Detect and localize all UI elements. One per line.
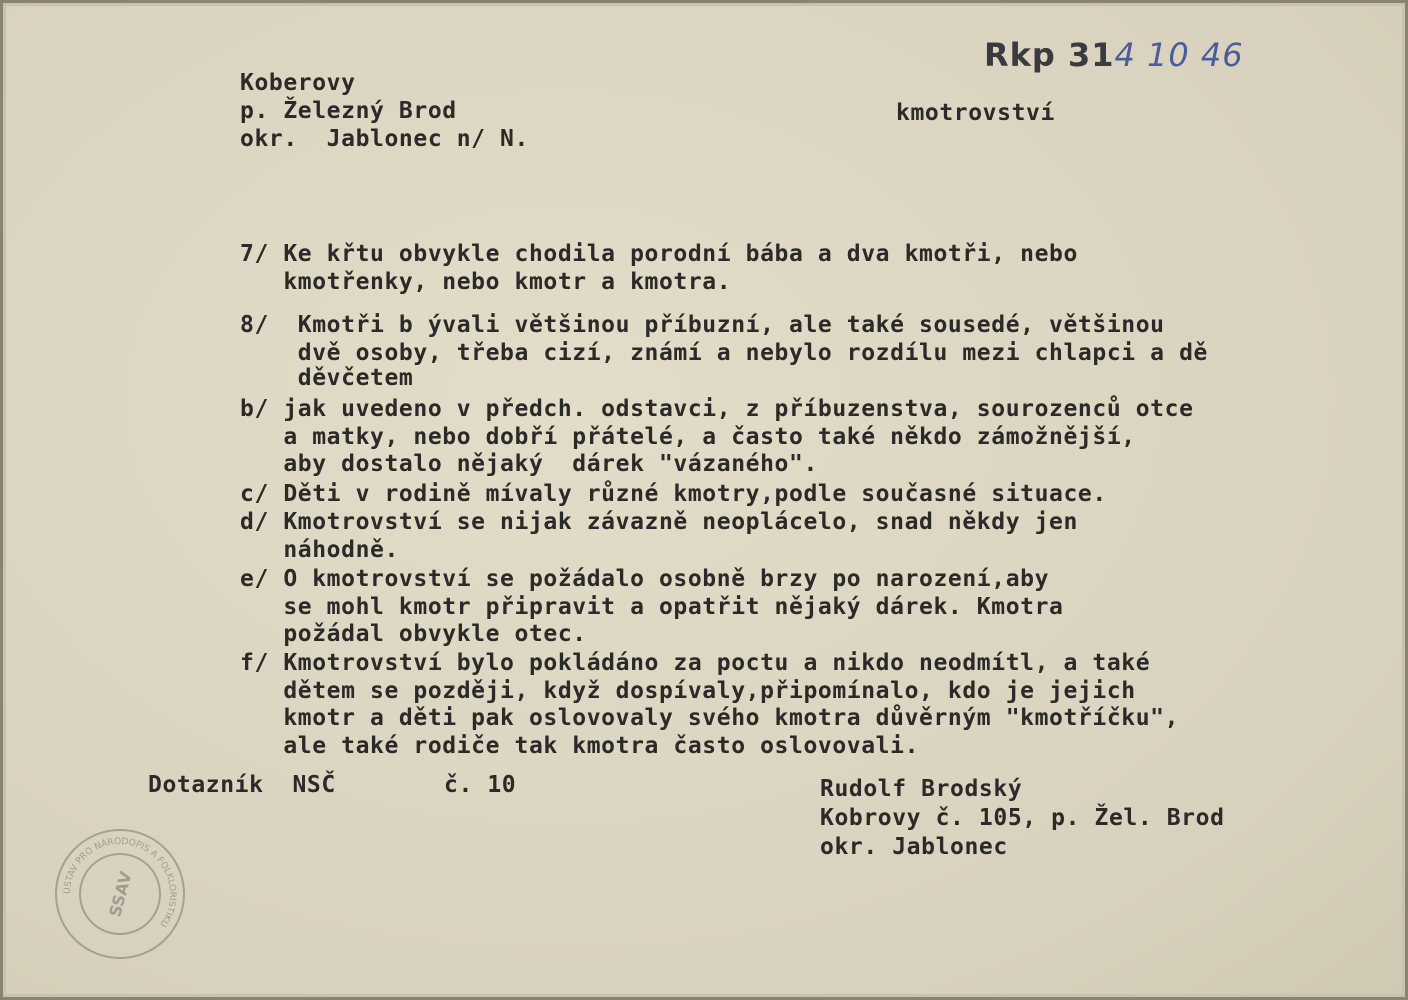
topic-label: kmotrovství (896, 100, 1055, 126)
item-e-line-1: e/ O kmotrovství se požádalo osobně brzy po narození,aby (240, 566, 1050, 592)
item-8 (240, 312, 1208, 389)
header-line-3: okr. Jablonec n/ N. (240, 126, 529, 152)
item-f (240, 650, 1179, 760)
item-7 (240, 241, 1078, 296)
item-b-line-1: b/ jak uvedeno v předch. odstavci, z příbuzenstva, sourozenců otce (240, 396, 1194, 422)
item-b (240, 396, 1194, 479)
item-d-line-2: náhodně. (240, 536, 399, 563)
shelfmark-printed: Rkp 31 (984, 36, 1115, 74)
stamp-center-text: SSAV (105, 869, 136, 919)
item-c (240, 481, 1107, 509)
item-8-line-1: 8/ Kmotři b ývali většinou příbuzní, ale také sousedé, většinou (240, 312, 1165, 338)
item-d (240, 509, 1078, 564)
header-line-1: Koberovy (240, 70, 356, 96)
shelfmark-handwritten: 4 10 46 (1114, 36, 1244, 74)
item-f-line-2: dětem se později, když dospívaly,připomínalo, kdo je jejich (240, 677, 1136, 704)
questionnaire-label: Dotazník NSČ (148, 772, 336, 798)
item-f-line-1: f/ Kmotrovství bylo pokládáno za poctu a nikdo neodmítl, a také (240, 650, 1151, 676)
item-e (240, 566, 1064, 649)
header-line-2: p. Železný Brod (240, 98, 457, 124)
item-e-line-2: se mohl kmotr připravit a opatřit nějaký dárek. Kmotra (240, 593, 1064, 620)
item-7-line-2: kmotřenky, nebo kmotr a kmotra. (240, 268, 732, 295)
item-7-line-1: 7/ Ke křtu obvykle chodila porodní bába a dva kmotři, nebo (240, 241, 1078, 267)
signature-name: Rudolf Brodský (820, 776, 1023, 802)
signature-address: Kobrovy č. 105, p. Žel. Brod (820, 805, 1225, 831)
institute-stamp (52, 826, 188, 962)
item-f-line-3: kmotr a děti pak oslovovaly svého kmotra důvěrným "kmotříčku", (240, 705, 1180, 731)
item-8-line-2: dvě osoby, třeba cizí, známí a nebylo rozdílu mezi chlapci a dě (240, 339, 1208, 366)
questionnaire-number: č. 10 (444, 772, 517, 798)
signature-district: okr. Jablonec (820, 834, 1008, 860)
shelfmark (984, 36, 1244, 74)
item-b-line-2: a matky, nebo dobří přátelé, a často také někdo zámožnější, (240, 423, 1136, 450)
item-c-line-1: c/ Děti v rodině mívaly různé kmotry,podle současné situace. (240, 481, 1107, 507)
item-8-line-3: děvčetem (240, 365, 414, 391)
item-f-line-4: ale také rodiče tak kmotra často oslovovali. (240, 732, 920, 759)
item-b-line-3: aby dostalo nějaký dárek "vázaného". (240, 451, 818, 477)
stamp-ring-text: ÚSTAV PRO NÁRODOPIS A FOLKLORISTIKU (62, 836, 178, 929)
item-d-line-1: d/ Kmotrovství se nijak závazně neoplácelo, snad někdy jen (240, 509, 1078, 535)
item-e-line-3: požádal obvykle otec. (240, 621, 587, 647)
